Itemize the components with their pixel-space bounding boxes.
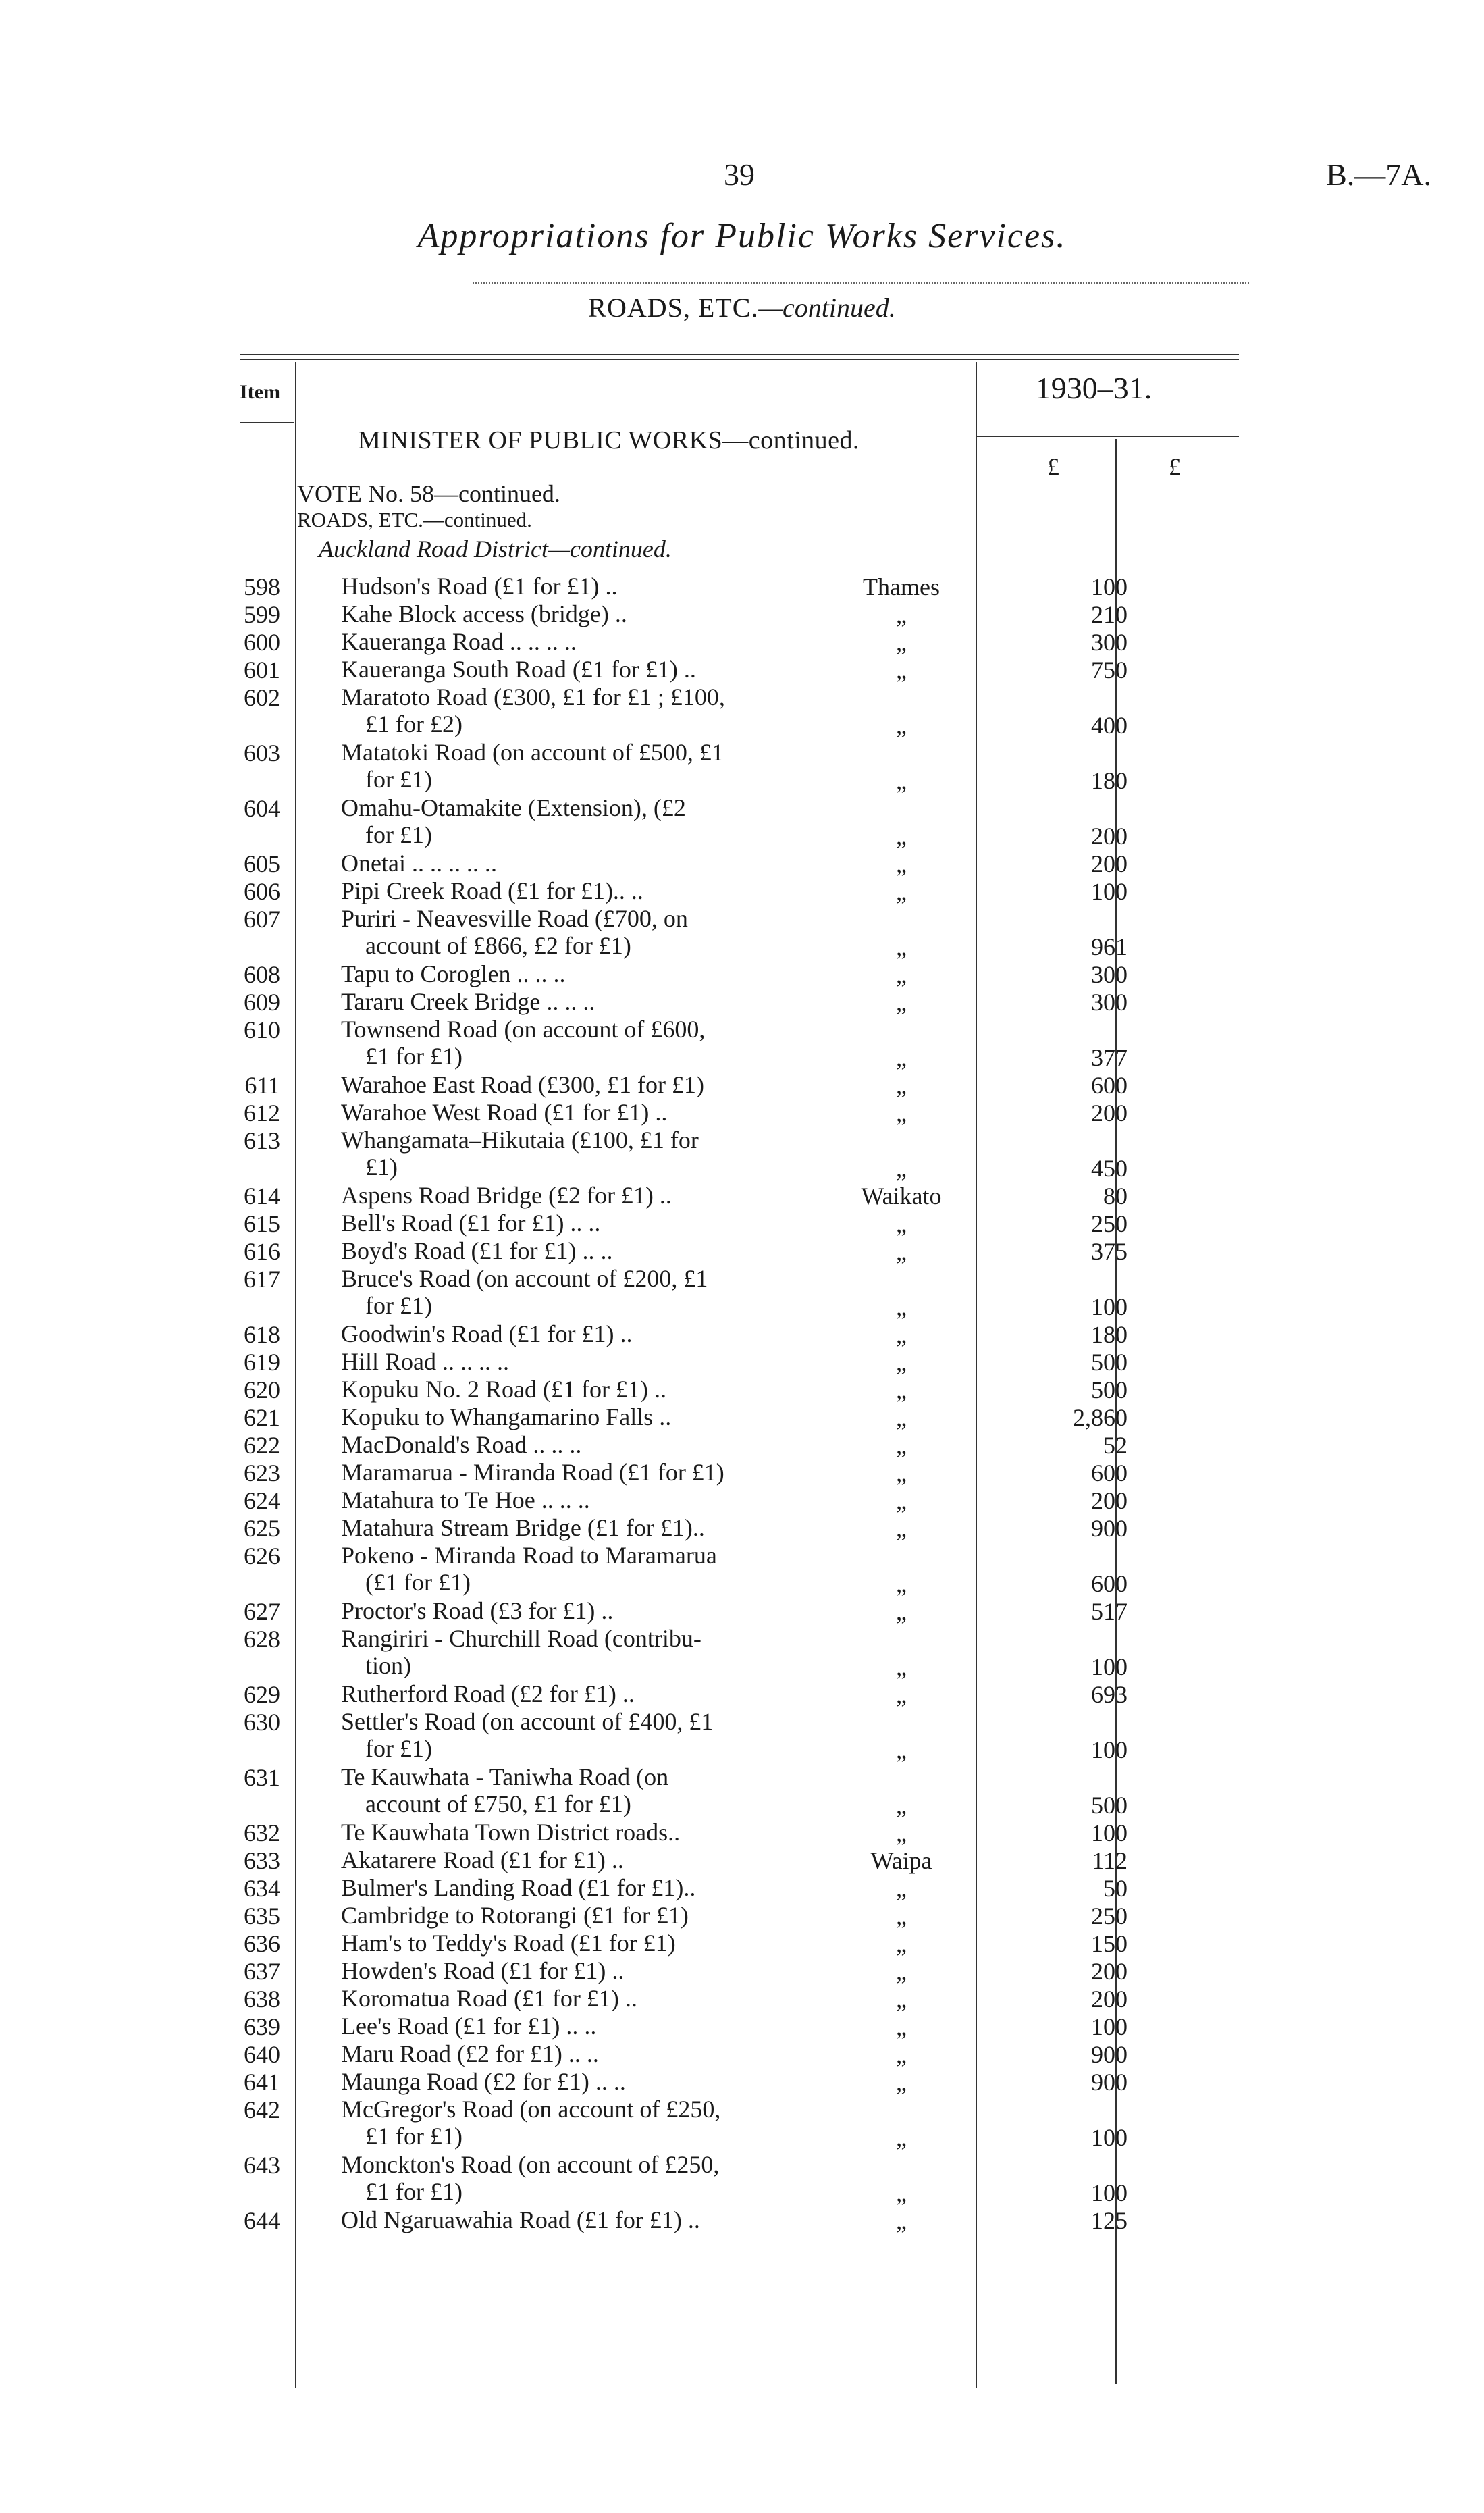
item-locality: „ (896, 1875, 907, 1902)
item-description (341, 1320, 776, 1347)
item-number: 607 (244, 906, 280, 933)
item-locality: „ (896, 1736, 907, 1763)
item-locality: „ (896, 656, 907, 683)
item-number: 632 (244, 1819, 280, 1846)
description-line: £1 for £1) (365, 2178, 462, 2205)
description-line: Settler's Road (on account of £400, £1 (341, 1708, 714, 1735)
page-title: Appropriations for Public Works Services. (417, 217, 1067, 255)
item-number: 611 (244, 1072, 280, 1099)
description-line: Warahoe East Road (£300, £1 for £1) (341, 1071, 704, 1098)
table-top-rule (240, 354, 1239, 355)
item-locality: „ (896, 1986, 907, 2013)
description-line: Old Ngaruawahia Road (£1 for £1) .. (341, 2206, 700, 2233)
item-number: 619 (244, 1349, 280, 1376)
item-amount: 125 (1091, 2207, 1128, 2234)
item-number: 628 (244, 1626, 280, 1653)
description-line: Townsend Road (on account of £600, (341, 1016, 706, 1043)
item-column-rule (295, 362, 296, 2388)
item-number: 609 (244, 989, 280, 1016)
currency-symbol-2: £ (1169, 453, 1181, 480)
item-locality: „ (896, 1293, 907, 1320)
description-line: Kopuku No. 2 Road (£1 for £1) .. (341, 1376, 666, 1403)
item-locality: „ (896, 1155, 907, 1182)
description-line: Rutherford Road (£2 for £1) .. (341, 1680, 635, 1707)
item-locality: „ (896, 1349, 907, 1376)
year-column-header: 1930–31. (1035, 371, 1152, 405)
item-amount: 900 (1091, 2069, 1128, 2096)
description-line: Kahe Block access (bridge) .. (341, 600, 627, 627)
item-locality: „ (896, 1099, 907, 1126)
description-line: £1) (365, 1154, 398, 1181)
item-description (341, 656, 776, 683)
item-description (341, 1182, 776, 1209)
item-description (341, 1957, 776, 1984)
item-number: 643 (244, 2152, 280, 2179)
description-line: Proctor's Road (£3 for £1) .. (341, 1597, 614, 1624)
item-amount: 200 (1091, 1986, 1128, 2013)
item-amount: 200 (1091, 1099, 1128, 1126)
item-description (341, 1985, 776, 2012)
item-amount: 500 (1091, 1376, 1128, 1403)
item-amount: 600 (1091, 1459, 1128, 1486)
item-amount: 750 (1091, 656, 1128, 683)
description-line: £1 for £1) (365, 2123, 462, 2150)
item-description (341, 1514, 776, 1541)
item-locality: „ (896, 1432, 907, 1459)
item-locality: „ (896, 1598, 907, 1625)
item-amount: 961 (1091, 933, 1128, 960)
item-number: 606 (244, 878, 280, 905)
description-line: Matahura to Te Hoe .. .. .. (341, 1486, 590, 1513)
description-line: Kopuku to Whangamarino Falls .. (341, 1403, 672, 1430)
item-description (341, 1459, 776, 1486)
item-locality: „ (896, 1570, 907, 1597)
description-line: Puriri - Neavesville Road (£700, on (341, 905, 688, 932)
item-description (341, 960, 776, 987)
item-amount: 100 (1091, 1653, 1128, 1680)
item-amount: 100 (1091, 1736, 1128, 1763)
description-line: McGregor's Road (on account of £250, (341, 2096, 721, 2123)
title-divider (473, 282, 1249, 284)
item-locality: „ (896, 1376, 907, 1403)
description-line: for £1) (365, 1292, 432, 1319)
item-locality: „ (896, 2179, 907, 2206)
item-amount: 100 (1091, 1819, 1128, 1846)
item-locality: „ (896, 1044, 907, 1071)
item-description (341, 1376, 776, 1403)
item-description (341, 1680, 776, 1707)
item-description (341, 1874, 776, 1901)
item-description (341, 1265, 776, 1319)
item-description (341, 988, 776, 1015)
item-locality: Waipa (870, 1847, 932, 1874)
item-number: 602 (244, 684, 280, 711)
item-locality: „ (896, 1958, 907, 1985)
description-line: Kaueranga Road .. .. .. .. (341, 628, 577, 655)
item-number: 598 (244, 573, 280, 600)
item-header-rule (240, 422, 294, 423)
description-line: MacDonald's Road .. .. .. (341, 1431, 582, 1458)
item-number: 600 (244, 629, 280, 656)
item-amount: 100 (1091, 1293, 1128, 1320)
description-line: Tapu to Coroglen .. .. .. (341, 960, 566, 987)
item-number: 617 (244, 1266, 280, 1293)
item-description (341, 2151, 776, 2205)
description-line: Maratoto Road (£300, £1 for £1 ; £100, (341, 683, 725, 710)
year-underline (976, 436, 1239, 437)
item-number: 613 (244, 1127, 280, 1154)
item-number: 604 (244, 795, 280, 822)
description-line: Bell's Road (£1 for £1) .. .. (341, 1210, 601, 1237)
item-amount: 100 (1091, 878, 1128, 905)
page-reference: B.—7A. (1326, 157, 1431, 192)
item-description (341, 573, 776, 600)
description-line: Hudson's Road (£1 for £1) .. (341, 573, 618, 600)
description-line: Monckton's Road (on account of £250, (341, 2151, 720, 2178)
item-locality: „ (896, 1819, 907, 1846)
item-locality: „ (896, 601, 907, 628)
item-locality: „ (896, 1072, 907, 1099)
description-line: Bruce's Road (on account of £200, £1 (341, 1265, 708, 1292)
description-line: Bulmer's Landing Road (£1 for £1).. (341, 1874, 696, 1901)
item-locality: „ (896, 2041, 907, 2068)
item-locality: „ (896, 1515, 907, 1542)
description-line: Te Kauwhata - Taniwha Road (on (341, 1763, 669, 1790)
item-description (341, 877, 776, 904)
item-description (341, 2068, 776, 2095)
item-description (341, 1431, 776, 1458)
item-number: 631 (244, 1764, 280, 1791)
item-description (341, 2096, 776, 2150)
description-line: Lee's Road (£1 for £1) .. .. (341, 2013, 597, 2040)
item-amount: 180 (1091, 1321, 1128, 1348)
item-description (341, 1846, 776, 1873)
item-amount: 600 (1091, 1570, 1128, 1597)
item-number: 620 (244, 1376, 280, 1403)
description-line: Kaueranga South Road (£1 for £1) .. (341, 656, 696, 683)
page-number: 39 (724, 157, 755, 192)
description-line: Whangamata–Hikutaia (£100, £1 for (341, 1126, 699, 1154)
item-number: 635 (244, 1902, 280, 1929)
item-description (341, 739, 776, 793)
item-description (341, 1237, 776, 1264)
description-line: Omahu-Otamakite (Extension), (£2 (341, 794, 686, 821)
item-locality: „ (896, 823, 907, 850)
item-amount: 150 (1091, 1930, 1128, 1957)
item-amount: 900 (1091, 1515, 1128, 1542)
item-amount: 200 (1091, 850, 1128, 877)
item-number: 610 (244, 1016, 280, 1043)
item-number: 614 (244, 1183, 280, 1210)
item-amount: 600 (1091, 1072, 1128, 1099)
item-number: 642 (244, 2096, 280, 2123)
description-line: Pokeno - Miranda Road to Maramarua (341, 1542, 717, 1569)
item-locality: „ (896, 1404, 907, 1431)
item-amount: 300 (1091, 989, 1128, 1016)
item-number: 622 (244, 1432, 280, 1459)
item-locality: „ (896, 961, 907, 988)
item-number: 629 (244, 1681, 280, 1708)
item-locality: „ (896, 1238, 907, 1265)
description-line: Hill Road .. .. .. .. (341, 1348, 509, 1375)
description-line: Te Kauwhata Town District roads.. (341, 1819, 681, 1846)
description-line: Tararu Creek Bridge .. .. .. (341, 988, 595, 1015)
item-description (341, 1126, 776, 1181)
item-amount: 100 (1091, 573, 1128, 600)
item-description (341, 1625, 776, 1679)
item-number: 612 (244, 1099, 280, 1126)
item-column-header: Item (240, 381, 280, 403)
item-description (341, 1403, 776, 1430)
item-locality: „ (896, 1653, 907, 1680)
item-amount: 100 (1091, 2013, 1128, 2040)
item-amount: 100 (1091, 2124, 1128, 2151)
item-number: 616 (244, 1238, 280, 1265)
item-description (341, 1071, 776, 1098)
description-line: Rangiriri - Churchill Road (contribu- (341, 1625, 701, 1652)
description-line: Pipi Creek Road (£1 for £1).. .. (341, 877, 643, 904)
item-amount: 300 (1091, 961, 1128, 988)
item-number: 627 (244, 1598, 280, 1625)
item-locality: „ (896, 1681, 907, 1708)
item-number: 634 (244, 1875, 280, 1902)
item-locality: „ (896, 629, 907, 656)
item-number: 638 (244, 1986, 280, 2013)
district-heading: Auckland Road District—continued. (319, 536, 672, 563)
item-amount: 50 (1103, 1875, 1128, 1902)
item-description (341, 1210, 776, 1237)
item-number: 618 (244, 1321, 280, 1348)
item-locality: „ (896, 767, 907, 794)
item-description (341, 1099, 776, 1126)
item-number: 644 (244, 2207, 280, 2234)
description-line: Aspens Road Bridge (£2 for £1) .. (341, 1182, 672, 1209)
item-amount: 300 (1091, 629, 1128, 656)
item-description (341, 1708, 776, 1762)
ministry-heading: MINISTER OF PUBLIC WORKS—continued. (358, 426, 860, 455)
item-number: 605 (244, 850, 280, 877)
item-locality: „ (896, 1902, 907, 1929)
item-amount: 210 (1091, 601, 1128, 628)
currency-symbol-1: £ (1047, 453, 1059, 480)
description-line: Boyd's Road (£1 for £1) .. .. (341, 1237, 613, 1264)
description-line: Ham's to Teddy's Road (£1 for £1) (341, 1929, 676, 1957)
item-description (341, 1542, 776, 1596)
table-top-rule-2 (240, 359, 1239, 360)
description-line: tion) (365, 1652, 411, 1679)
item-locality: „ (896, 2207, 907, 2234)
item-amount: 52 (1103, 1432, 1128, 1459)
section-title: ROADS, ETC.—continued. (588, 292, 896, 323)
description-line: Maru Road (£2 for £1) .. .. (341, 2040, 599, 2067)
item-locality: „ (896, 2124, 907, 2151)
description-line: Howden's Road (£1 for £1) .. (341, 1957, 625, 1984)
item-amount: 250 (1091, 1902, 1128, 1929)
description-line: Goodwin's Road (£1 for £1) .. (341, 1320, 633, 1347)
item-amount: 500 (1091, 1349, 1128, 1376)
item-number: 601 (244, 656, 280, 683)
item-description (341, 850, 776, 877)
item-number: 630 (244, 1709, 280, 1736)
item-number: 626 (244, 1543, 280, 1570)
item-description (341, 1819, 776, 1846)
item-locality: „ (896, 933, 907, 960)
item-locality: „ (896, 989, 907, 1016)
item-number: 640 (244, 2041, 280, 2068)
item-description (341, 628, 776, 655)
item-description (341, 905, 776, 959)
item-locality: „ (896, 2069, 907, 2096)
item-amount: 250 (1091, 1210, 1128, 1237)
description-line: Koromatua Road (£1 for £1) .. (341, 1985, 637, 2012)
item-number: 621 (244, 1404, 280, 1431)
item-locality: „ (896, 1792, 907, 1819)
description-line: Cambridge to Rotorangi (£1 for £1) (341, 1902, 689, 1929)
item-description (341, 2013, 776, 2040)
item-number: 615 (244, 1210, 280, 1237)
item-amount: 100 (1091, 2179, 1128, 2206)
item-amount: 2,860 (1073, 1404, 1128, 1431)
item-number: 641 (244, 2069, 280, 2096)
description-line: Akatarere Road (£1 for £1) .. (341, 1846, 624, 1873)
subhead: ROADS, ETC.—continued. (297, 508, 532, 532)
item-number: 636 (244, 1930, 280, 1957)
description-line: £1 for £1) (365, 1043, 462, 1070)
item-description (341, 1763, 776, 1817)
item-amount: 517 (1091, 1598, 1128, 1625)
item-number: 603 (244, 740, 280, 767)
description-line: Matatoki Road (on account of £500, £1 (341, 739, 724, 766)
item-number: 639 (244, 2013, 280, 2040)
description-line: Matahura Stream Bridge (£1 for £1).. (341, 1514, 705, 1541)
item-number: 633 (244, 1847, 280, 1874)
item-description (341, 1348, 776, 1375)
vote-heading: VOTE No. 58—continued. (297, 480, 560, 507)
item-locality: „ (896, 1487, 907, 1514)
item-amount: 200 (1091, 1487, 1128, 1514)
item-locality: „ (896, 1321, 907, 1348)
description-line: Onetai .. .. .. .. .. (341, 850, 497, 877)
item-amount: 377 (1091, 1044, 1128, 1071)
item-number: 623 (244, 1459, 280, 1486)
item-number: 637 (244, 1958, 280, 1985)
description-line: for £1) (365, 1735, 432, 1762)
item-locality: „ (896, 712, 907, 739)
item-number: 625 (244, 1515, 280, 1542)
item-amount: 693 (1091, 1681, 1128, 1708)
item-locality: „ (896, 1930, 907, 1957)
description-line: account of £750, £1 for £1) (365, 1790, 631, 1817)
description-line: account of £866, £2 for £1) (365, 932, 631, 959)
item-number: 608 (244, 961, 280, 988)
item-amount: 180 (1091, 767, 1128, 794)
item-amount: 900 (1091, 2041, 1128, 2068)
item-description (341, 1902, 776, 1929)
description-line: Maramarua - Miranda Road (£1 for £1) (341, 1459, 724, 1486)
item-description (341, 1929, 776, 1957)
description-line: £1 for £2) (365, 710, 462, 737)
item-locality: „ (896, 2013, 907, 2040)
item-amount: 500 (1091, 1792, 1128, 1819)
item-amount: 400 (1091, 712, 1128, 739)
item-description (341, 600, 776, 627)
description-line: (£1 for £1) (365, 1569, 471, 1596)
description-line: for £1) (365, 766, 432, 793)
item-locality: „ (896, 1210, 907, 1237)
item-locality: „ (896, 878, 907, 905)
item-description (341, 1486, 776, 1513)
item-locality: „ (896, 850, 907, 877)
description-line: Warahoe West Road (£1 for £1) .. (341, 1099, 668, 1126)
item-amount: 112 (1092, 1847, 1128, 1874)
item-description (341, 1016, 776, 1070)
item-locality: Waikato (861, 1183, 942, 1210)
item-number: 624 (244, 1487, 280, 1514)
item-number: 599 (244, 601, 280, 628)
description-line: Maunga Road (£2 for £1) .. .. (341, 2068, 626, 2095)
item-description (341, 2206, 776, 2233)
item-amount: 450 (1091, 1155, 1128, 1182)
amount-column-rule (976, 362, 977, 2388)
item-amount: 200 (1091, 823, 1128, 850)
item-amount: 200 (1091, 1958, 1128, 1985)
item-amount: 80 (1103, 1183, 1128, 1210)
item-description (341, 683, 776, 737)
item-locality: „ (896, 1459, 907, 1486)
item-description (341, 2040, 776, 2067)
item-amount: 375 (1091, 1238, 1128, 1265)
item-locality: Thames (863, 573, 940, 600)
item-description (341, 1597, 776, 1624)
description-line: for £1) (365, 821, 432, 848)
item-description (341, 794, 776, 848)
